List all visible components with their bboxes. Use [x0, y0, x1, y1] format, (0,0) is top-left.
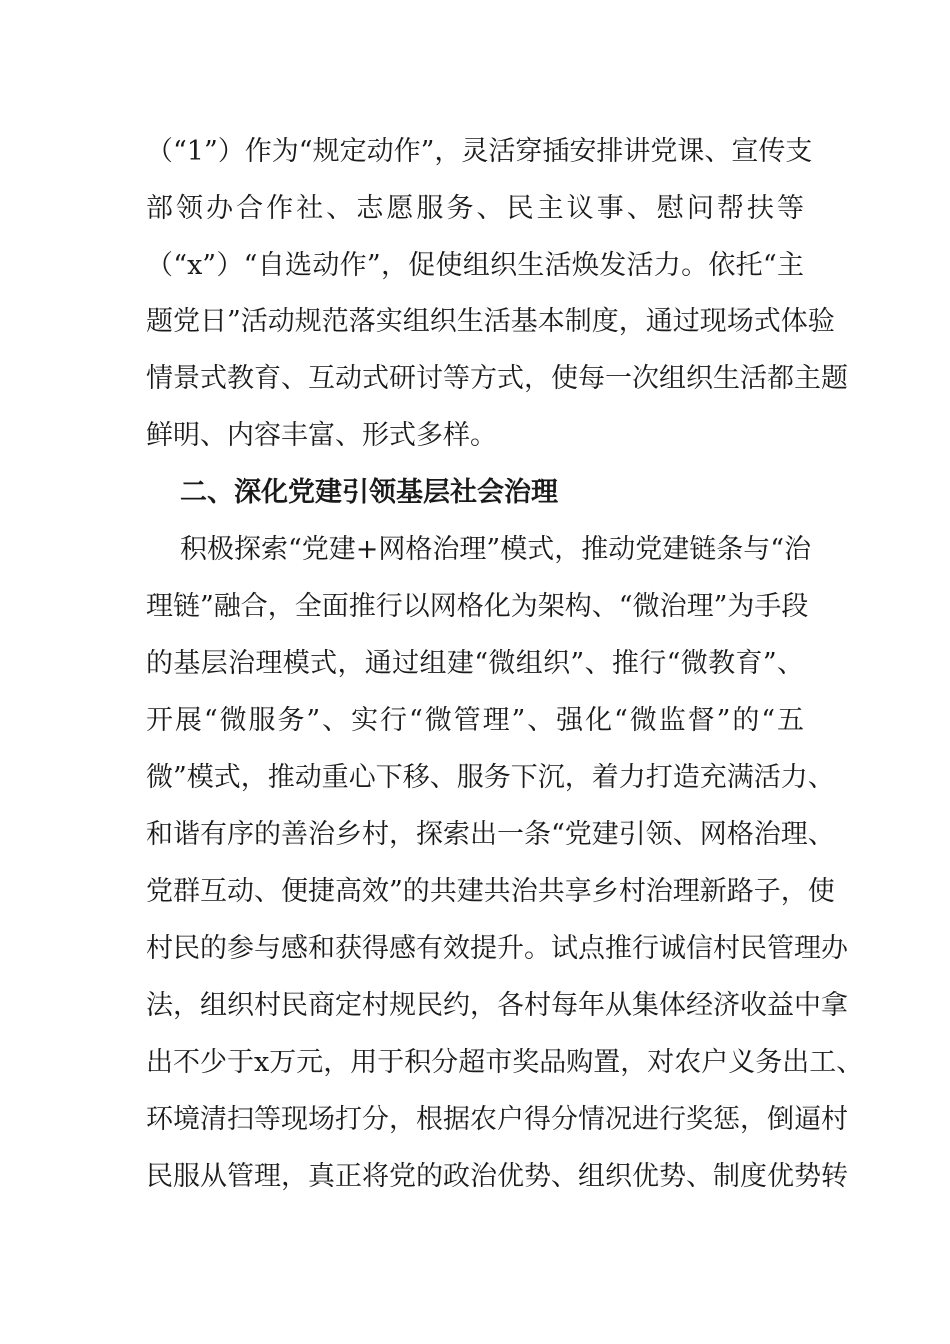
- paragraph-2-line-8: 村民的参与感和获得感有效提升。试点推行诚信村民管理办: [146, 933, 848, 964]
- paragraph-1-line-5: 情景式教育、互动式研讨等方式，使每一次组织生活都主题: [146, 363, 848, 394]
- paragraph-2-line-1: 积极探索“党建+网格治理”模式，推动党建链条与“治: [180, 534, 812, 565]
- paragraph-2-line-4: 开展“微服务”、实行“微管理”、强化“微监督”的“五: [146, 705, 804, 736]
- paragraph-2-line-9: 法，组织村民商定村规民约，各村每年从集体经济收益中拿: [146, 990, 848, 1021]
- paragraph-2-line-5: 微”模式，推动重心下移、服务下沉，着力打造充满活力、: [146, 762, 835, 793]
- paragraph-2-line-12: 民服从管理，真正将党的政治优势、组织优势、制度优势转: [146, 1161, 848, 1192]
- paragraph-2-line-3: 的基层治理模式，通过组建“微组织”、推行“微教育”、: [146, 648, 804, 679]
- section-heading: 二、深化党建引领基层社会治理: [180, 477, 558, 508]
- paragraph-2-line-6: 和谐有序的善治乡村，探索出一条“党建引领、网格治理、: [146, 819, 835, 850]
- paragraph-1-line-2: 部领办合作社、志愿服务、民主议事、慰问帮扶等: [146, 193, 804, 224]
- paragraph-2-line-11: 环境清扫等现场打分，根据农户得分情况进行奖惩，倒逼村: [146, 1104, 848, 1135]
- paragraph-2-line-2: 理链”融合，全面推行以网格化为架构、“微治理”为手段: [146, 591, 809, 622]
- paragraph-2-line-10: 出不少于x万元，用于积分超市奖品购置，对农户义务出工、: [146, 1047, 864, 1078]
- paragraph-1-line-4: 题党日”活动规范落实组织生活基本制度，通过现场式体验: [146, 306, 835, 337]
- paragraph-1-line-1: （“1”）作为“规定动作”，灵活穿插安排讲党课、宣传支: [146, 136, 813, 167]
- paragraph-2-line-7: 党群互动、便捷高效”的共建共治共享乡村治理新路子，使: [146, 876, 835, 907]
- paragraph-1-line-6: 鲜明、内容丰富、形式多样。: [146, 420, 497, 451]
- paragraph-1-line-3: （“x”）“自选动作”，促使组织生活焕发活力。依托“主: [146, 250, 804, 281]
